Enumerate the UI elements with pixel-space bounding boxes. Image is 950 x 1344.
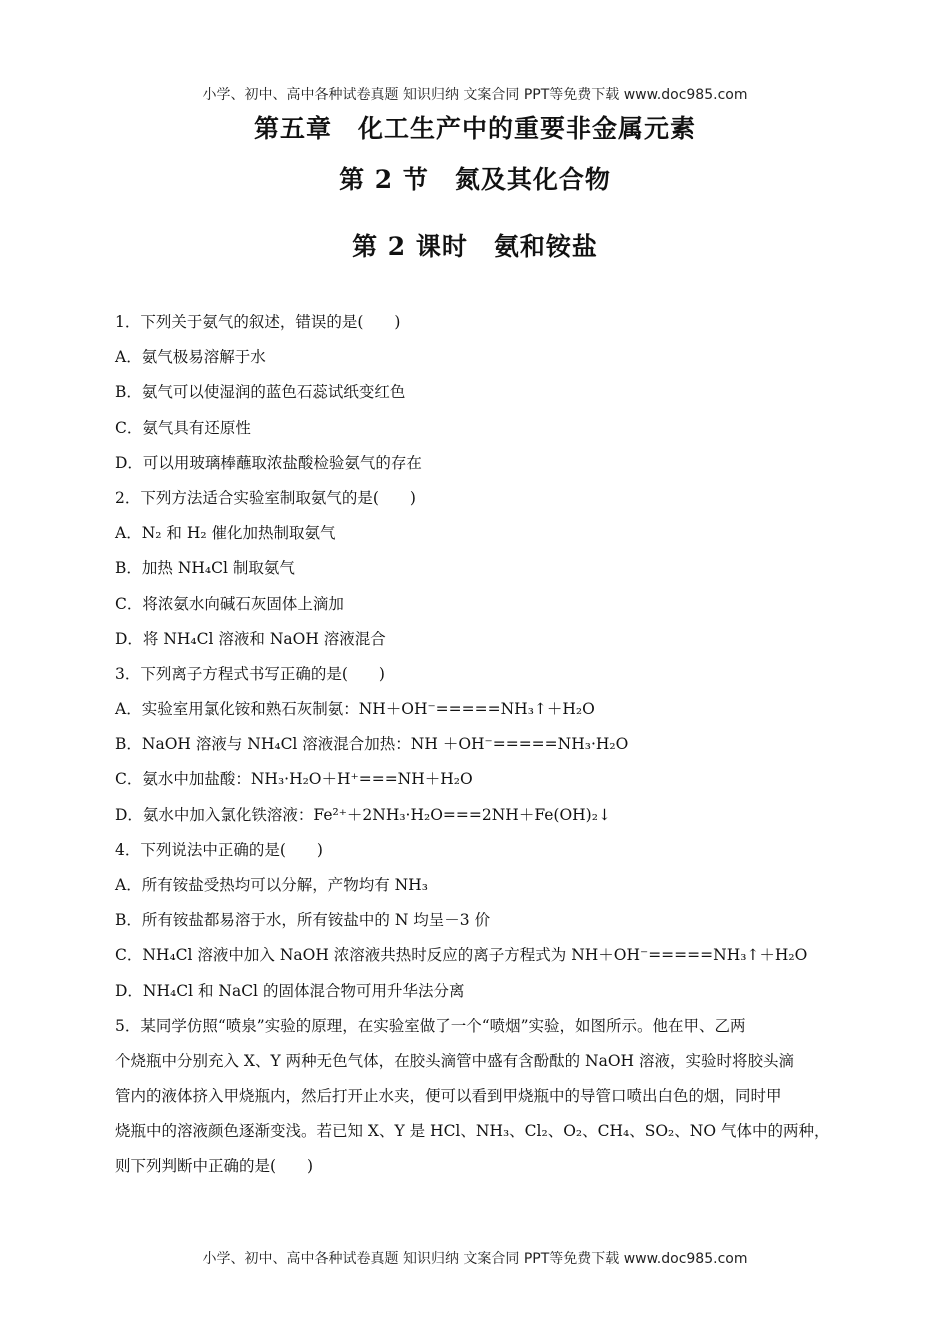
q3-option-d: D．氨水中加入氯化铁溶液：Fe²⁺＋2NH₃·H₂O===2NH＋Fe(OH)₂↓ — [115, 805, 611, 824]
q5-line: 烧瓶中的溶液颜色逐渐变浅。若已知 X、Y 是 HCl、NH₃、Cl₂、O₂、CH₄、SO₂、NO 气体中的两种， — [115, 1121, 830, 1140]
q2-stem: 2．下列方法适合实验室制取氨气的是( ) — [115, 488, 416, 507]
q1-stem: 1．下列关于氨气的叙述，错误的是( ) — [115, 313, 401, 331]
q4-stem: 4．下列说法中正确的是( ) — [115, 840, 323, 859]
q4-option-b: B．所有铵盐都易溶于水，所有铵盐中的 N 均呈－3 价 — [115, 911, 491, 930]
q4-option-c: C．NH₄Cl 溶液中加入 NaOH 浓溶液共热时反应的离子方程式为 NH＋OH⁻=====NH₃↑＋H₂O — [115, 946, 808, 965]
q1-option-a: A．氨气极易溶解于水 — [115, 348, 266, 367]
q4-option-d: D．NH₄Cl 和 NaCl 的固体混合物可用升华法分离 — [115, 981, 465, 1000]
q4-option-a: A．所有铵盐受热均可以分解，产物均有 NH₃ — [115, 876, 428, 894]
q5-line: 5．某同学仿照“喷泉”实验的原理，在实验室做了一个“喷烟”实验，如图所示。他在甲、乙两 — [115, 1016, 746, 1035]
q5-line: 则下列判断中正确的是( ) — [115, 1156, 314, 1175]
page-footer: 小学、初中、高中各种试卷真题 知识归纳 文案合同 PPT等免费下载 www.doc985.com — [202, 1251, 748, 1267]
q3-option-a: A．实验室用氯化铵和熟石灰制氨：NH＋OH⁻=====NH₃↑＋H₂O — [115, 700, 595, 719]
q2-option-b: B．加热 NH₄Cl 制取氨气 — [115, 559, 295, 578]
q5-stem — [115, 1014, 845, 1189]
lesson-title: 第 2 课时 氨和铵盐 — [352, 232, 598, 261]
q5-line: 个烧瓶中分别充入 X、Y 两种无色气体，在胶头滴管中盛有含酚酞的 NaOH 溶液，实验时将胶头滴 — [115, 1051, 795, 1070]
q1-option-d: D．可以用玻璃棒蘸取浓盐酸检验氨气的存在 — [115, 453, 422, 472]
q2-option-c: C．将浓氨水向碱石灰固体上滴加 — [115, 594, 344, 613]
q2-option-d: D．将 NH₄Cl 溶液和 NaOH 溶液混合 — [115, 629, 386, 648]
question-body — [115, 310, 845, 1189]
q5-line: 管内的液体挤入甲烧瓶内，然后打开止水夹，便可以看到甲烧瓶中的导管口喷出白色的烟，同时甲 — [115, 1086, 782, 1105]
q3-option-c: C．氨水中加盐酸：NH₃·H₂O＋H⁺===NH＋H₂O — [115, 770, 473, 789]
q3-stem: 3．下列离子方程式书写正确的是( ) — [115, 664, 385, 683]
page-header: 小学、初中、高中各种试卷真题 知识归纳 文案合同 PPT等免费下载 www.doc985.com — [202, 87, 748, 103]
q1-option-c: C．氨气具有还原性 — [115, 418, 251, 437]
q1-option-b: B．氨气可以使湿润的蓝色石蕊试纸变红色 — [115, 383, 406, 402]
q3-option-b: B．NaOH 溶液与 NH₄Cl 溶液混合加热：NH ＋OH⁻=====NH₃·H₂O — [115, 735, 629, 754]
section-title: 第 2 节 氮及其化合物 — [339, 165, 611, 194]
chapter-title: 第五章 化工生产中的重要非金属元素 — [253, 114, 696, 143]
q2-option-a: A．N₂ 和 H₂ 催化加热制取氨气 — [115, 524, 336, 543]
